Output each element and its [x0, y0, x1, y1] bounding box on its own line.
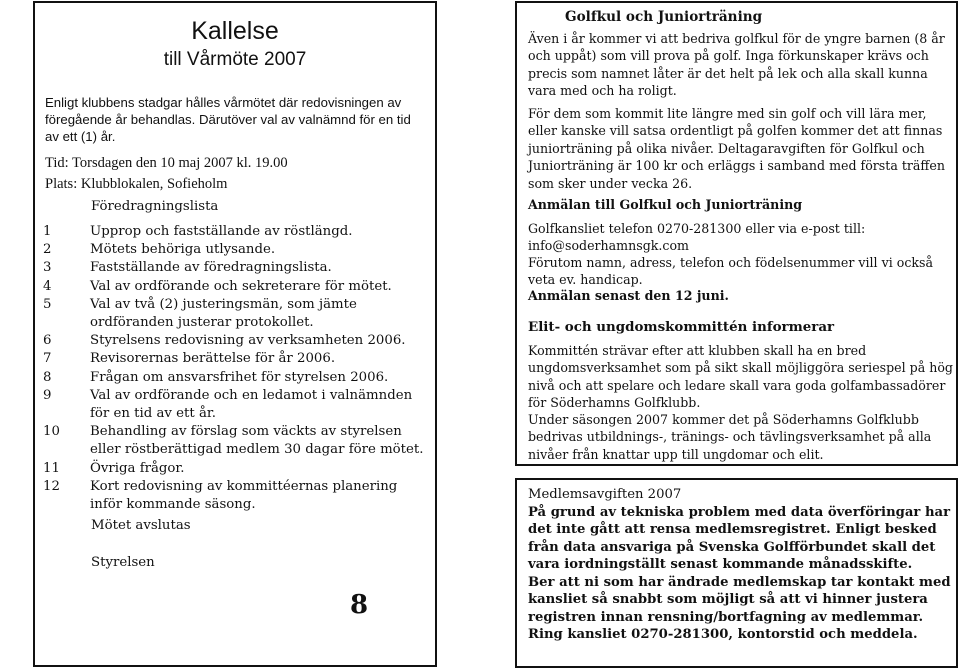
agenda-text: Revisorernas berättelse för år 2006. — [90, 351, 336, 367]
agenda-number: 4 — [43, 278, 52, 294]
fee-heading: Medlemsavgiften 2007 — [528, 487, 682, 502]
agenda-number: 5 — [43, 296, 52, 312]
agenda-text: Fastställande av föredragningslista. — [90, 260, 332, 276]
agenda-item — [43, 332, 433, 350]
agenda-text: Behandling av förslag som väckts av styrelsen eller röstberättigad medlem 30 dagar före mötet. — [90, 424, 424, 458]
agenda-number: 3 — [43, 260, 52, 276]
agenda-heading: Föredragningslista — [91, 199, 219, 214]
agenda-number: 6 — [43, 333, 52, 349]
agenda-number: 8 — [43, 369, 52, 385]
agenda-list — [43, 223, 433, 514]
fee-paragraph-1: På grund av tekniska problem med data överföringar har det inte gått att rensa medlemsregistret. Enligt besked från data ansvariga på Svenska Golfförbundet skall det vara iordningställt senast kommande månadsskifte. — [528, 504, 951, 572]
agenda-item — [43, 478, 433, 514]
agenda-number: 1 — [43, 224, 52, 239]
meeting-place: Plats: Klubblokalen, Sofieholm — [45, 176, 228, 192]
agenda-item — [43, 387, 433, 423]
agenda-item — [43, 369, 433, 387]
agenda-item — [43, 296, 433, 332]
agenda-item — [43, 423, 433, 459]
agenda-text: Styrelsens redovisning av verksamheten 2006. — [90, 333, 406, 349]
agenda-text: Kort redovisning av kommittéernas planering inför kommande säsong. — [90, 478, 398, 513]
elite-paragraph-1: Kommittén strävar efter att klubben skall ha en bred ungdomsverksamhet som på sikt skall möjliggöra seriespel på hög nivå och att spelare och ledare skall vara goda golfambassadörer för Söderhamns Golfklubb. — [528, 343, 953, 411]
agenda-text: Val av två (2) justeringsmän, som jämte ordföranden justerar protokollet. — [90, 296, 357, 331]
signature: Styrelsen — [91, 555, 155, 570]
agenda-number: 11 — [43, 460, 60, 476]
meeting-details — [45, 153, 288, 195]
golfkul-paragraph-1: Även i år kommer vi att bedriva golfkul för de yngre barnen (8 år och uppåt) som vill prova på golf. Inga förkunskaper krävs och precis som namnet låter är det helt på lek och alla skall kunna vara med och ha roligt. — [528, 31, 945, 99]
signup-contact: Golfkansliet telefon 0270-281300 eller via e-post till: info@soderhamnsgk.com — [528, 221, 866, 254]
agenda-number: 7 — [43, 351, 52, 367]
agenda-number: 2 — [43, 242, 52, 258]
left-page — [33, 1, 437, 667]
fee-paragraph-3: Ring kansliet 0270-281300, kontorstid och meddela. — [528, 627, 918, 642]
fee-paragraph-2: Ber att ni som har ändrade medlemskap tar kontakt med kansliet så snabbt som möjligt så att vi hinner justera registren innan rensning/bortfagning av medlemmar. — [528, 574, 951, 625]
agenda-text: Val av ordförande och en ledamot i valnämnden för en tid av ett år. — [90, 387, 413, 422]
agenda-item — [43, 259, 433, 277]
signup-deadline: Anmälan senast den 12 juni. — [528, 288, 729, 303]
page-number: 8 — [350, 590, 369, 620]
page-title: Kallelse — [191, 17, 279, 45]
agenda-text: Övriga frågor. — [90, 460, 185, 476]
agenda-item — [43, 278, 433, 296]
intro-text: Enligt klubbens stadgar hålles vårmötet där redovisningen av föregående år behandlas. Därutöver val av valnämnd för en tid av ett (1) år. — [45, 95, 411, 144]
golfkul-paragraph-2: För dem som kommit lite längre med sin golf och vill lära mer, eller kanske vill satsa ordentligt på golfen kommer det att finnas juniorträning på olika nivåer. Deltagaravgiften för Golfkul och Juniorträning är 100 kr och erläggs i samband med första träffen som sker under vecka 26. — [528, 106, 945, 191]
agenda-number: 12 — [43, 478, 60, 494]
closing-text: Mötet avslutas — [91, 518, 191, 533]
page-subtitle: till Vårmöte 2007 — [163, 49, 307, 70]
elite-paragraph-2: Under säsongen 2007 kommer det på Söderhamns Golfklubb bedrivas utbildnings-, tränings- och tävlingsverksamhet på alla nivåer från knattar upp till ungdomar och elit. — [528, 412, 932, 462]
agenda-number: 10 — [43, 424, 60, 440]
membership-fee-content — [528, 486, 954, 644]
agenda-item — [43, 223, 433, 241]
agenda-text: Frågan om ansvarsfrihet för styrelsen 2006. — [90, 369, 389, 385]
agenda-number: 9 — [43, 387, 52, 403]
agenda-text: Mötets behöriga utlysande. — [90, 242, 276, 258]
elite-heading: Elit- och ungdomskommittén informerar — [528, 319, 835, 335]
agenda-text: Val av ordförande och sekreterare för mötet. — [90, 278, 392, 294]
meeting-time: Tid: Torsdagen den 10 maj 2007 kl. 19.00 — [45, 155, 288, 171]
golfkul-heading: Golfkul och Juniorträning — [565, 9, 763, 25]
agenda-text: Upprop och fastställande av röstlängd. — [90, 224, 353, 239]
signup-requirements: Förutom namn, adress, telefon och födelsenummer vill vi också veta ev. handicap. — [528, 255, 933, 288]
signup-heading: Anmälan till Golfkul och Juniorträning — [528, 197, 803, 212]
agenda-item — [43, 460, 433, 478]
agenda-item — [43, 241, 433, 259]
membership-fee-box — [515, 478, 958, 668]
golf-info-box — [515, 1, 958, 466]
agenda-item — [43, 350, 433, 368]
